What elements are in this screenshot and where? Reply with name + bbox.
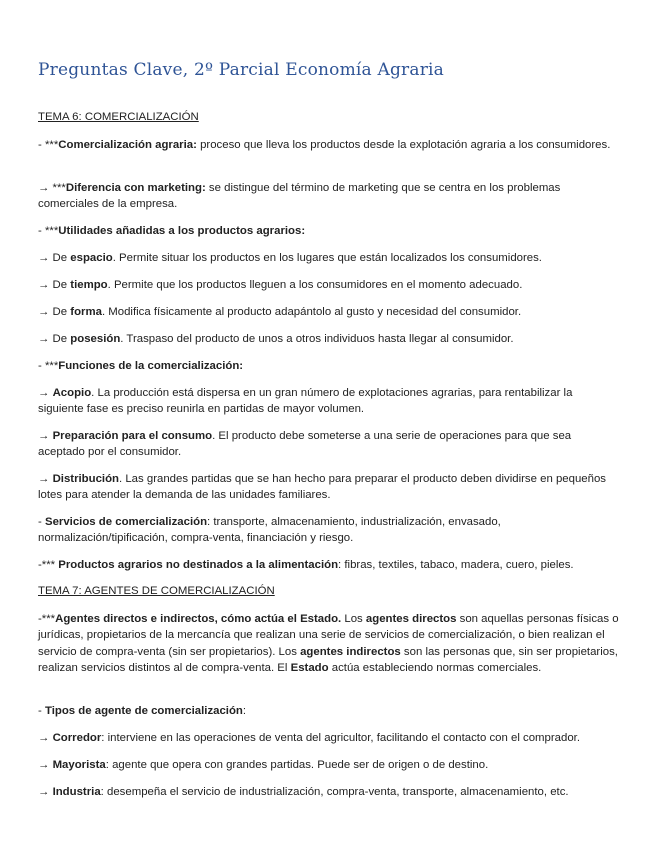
list-item-posesion: → De posesión. Traspaso del producto de unos a otros individuos hasta llegar al consumidor.: [38, 333, 514, 345]
list-item-espacio: → De espacio. Permite situar los productos en los lugares que están localizados los consumidores.: [38, 252, 542, 264]
document-title: Preguntas Clave, 2º Parcial Economía Agraria: [38, 60, 445, 80]
list-item-acopio: → Acopio. La producción está dispersa en un gran número de explotaciones agrarias, para rentabilizar la siguiente fase es preciso reunirla en partidas de mayor volumen.: [38, 387, 573, 416]
paragraph-funciones-heading: - ***Funciones de la comercialización:: [38, 360, 244, 372]
paragraph-servicios: - Servicios de comercialización: transporte, almacenamiento, industrialización, envasado, normalización/tipificación, compra-venta, financiación y riesgo.: [38, 516, 501, 545]
list-item-mayorista: → Mayorista: agente que opera con grandes partidas. Puede ser de origen o de destino.: [38, 759, 489, 771]
tema6-heading: TEMA 6: COMERCIALIZACIÓN: [38, 111, 199, 123]
paragraph-comercializacion-agraria: - ***Comercialización agraria: proceso que lleva los productos desde la explotación agraria a los consumidores.: [38, 139, 611, 151]
paragraph-utilidades-heading: - ***Utilidades añadidas a los productos agrarios:: [38, 225, 306, 237]
list-item-tiempo: → De tiempo. Permite que los productos lleguen a los consumidores en el momento adecuado.: [38, 279, 523, 291]
paragraph-diferencia-marketing: → ***Diferencia con marketing: se distingue del término de marketing que se centra en los problemas comerciales de la empresa.: [38, 182, 561, 211]
list-item-distribucion: → Distribución. Las grandes partidas que se han hecho para preparar el producto deben dividirse en pequeños lotes para atender la demanda de las unidades familiares.: [38, 473, 606, 502]
paragraph-tipos-agente: - Tipos de agente de comercialización:: [38, 705, 247, 717]
list-item-preparacion: → Preparación para el consumo. El producto debe someterse a una serie de operaciones para que sea aceptado por el consumidor.: [38, 430, 572, 459]
list-item-industria: → Industria: desempeña el servicio de industrialización, compra-venta, transporte, almacenamiento, etc.: [38, 786, 569, 798]
tema7-heading: TEMA 7: AGENTES DE COMERCIALIZACIÓN: [38, 585, 275, 597]
list-item-forma: → De forma. Modifica físicamente al producto adapántolo al gusto y necesidad del consumidor.: [38, 306, 522, 318]
list-item-corredor: → Corredor: interviene en las operaciones de venta del agricultor, facilitando el contacto con el comprador.: [38, 732, 580, 744]
paragraph-productos-no-alimentacion: -*** Productos agrarios no destinados a la alimentación: fibras, textiles, tabaco, madera, cuero, pieles.: [38, 559, 574, 571]
paragraph-agentes-directos-indirectos: -***Agentes directos e indirectos, cómo actúa el Estado. Los agentes directos son aquellas personas físicas o jurídicas, propietarios de la mercancía que realizan una serie de servicios de comercialización, o bien realizan el servicio de compra-venta (sin ser propietarios). Los agentes indirectos son las personas que, sin ser propietarios, realizan servicios distintos al de compra-venta. El Estado actúa estableciendo normas comerciales.: [38, 613, 619, 674]
